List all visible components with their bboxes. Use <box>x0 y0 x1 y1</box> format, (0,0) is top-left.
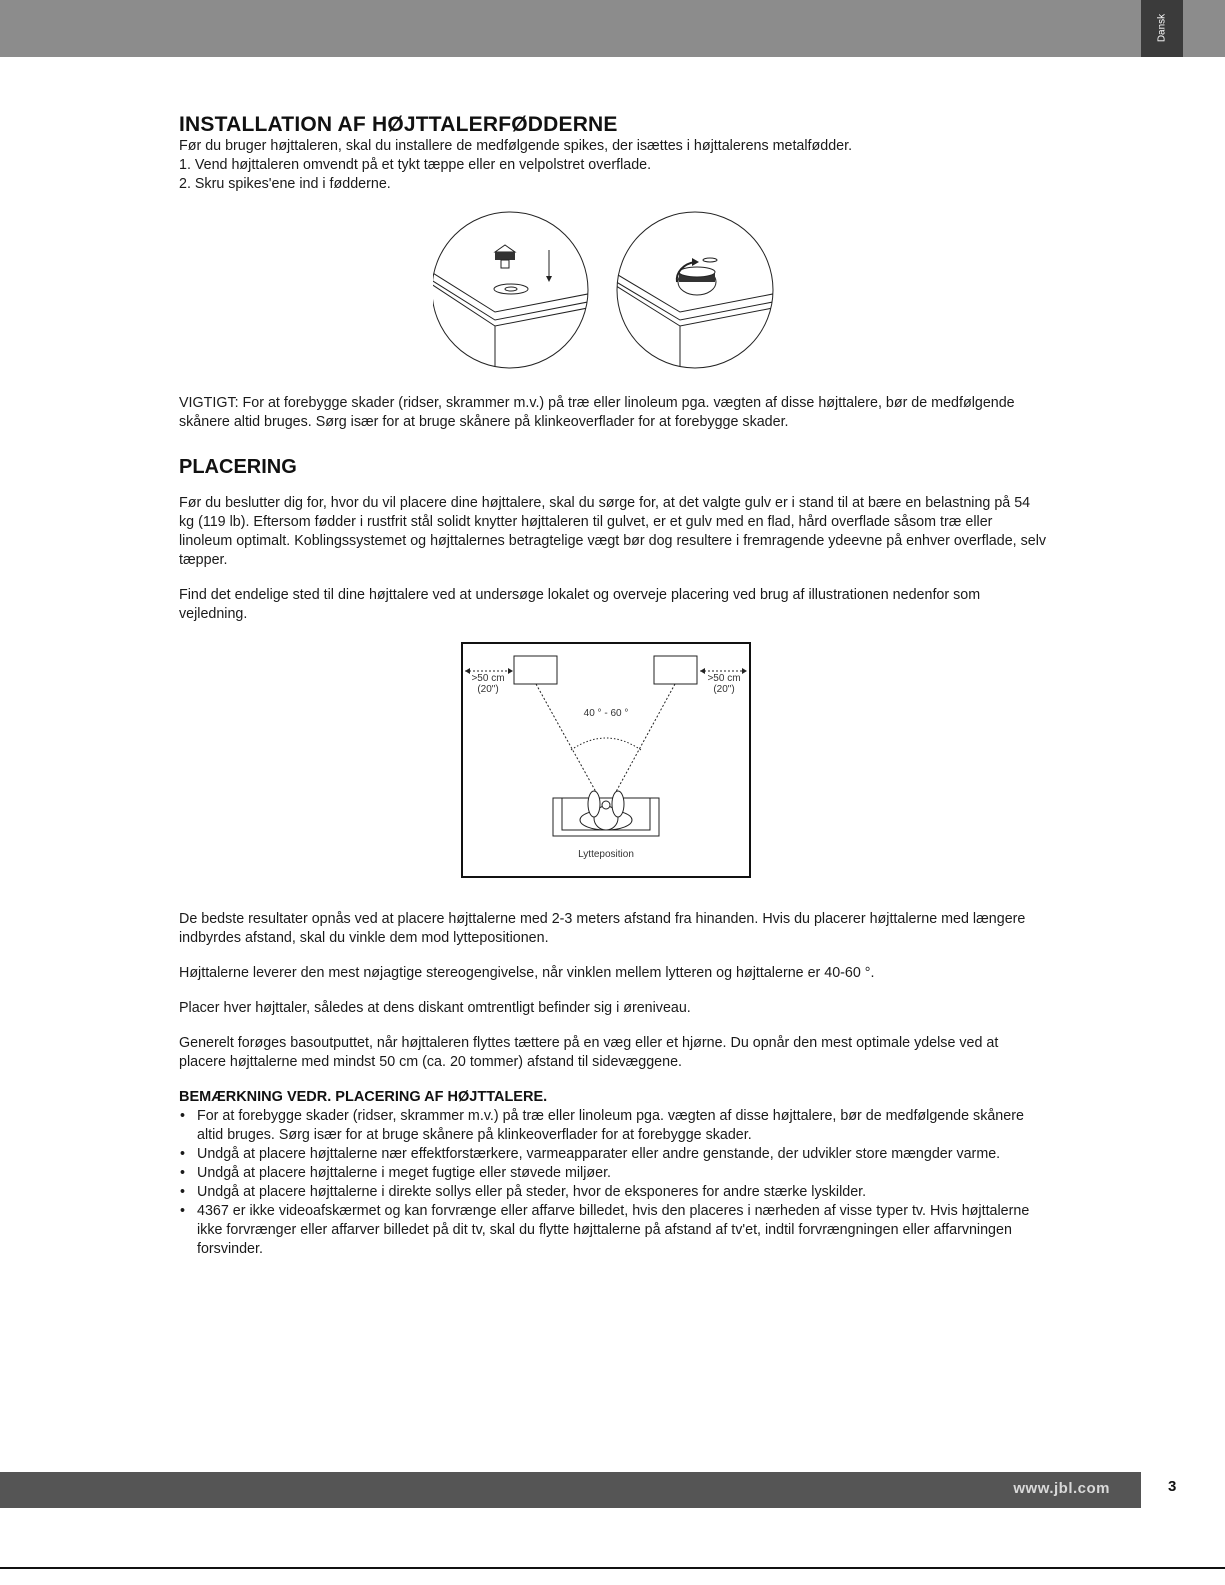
spike-insert-detail <box>433 245 598 372</box>
list-item: • Undgå at placere højttalerne i meget fugtige eller støvede miljøer. <box>179 1164 1049 1183</box>
note-title: BEMÆRKNING VEDR. PLACERING AF HØJTTALERE. <box>179 1089 548 1105</box>
right-distance-inches: (20") <box>713 684 735 695</box>
placement-para-4: Højttalerne leverer den mest nøjagtige stereogengivelse, når vinklen mellem lytteren og højttalerne er 40-60 °. <box>179 965 875 981</box>
list-item: • Undgå at placere højttalerne nær effektforstærkere, varmeapparater eller andre genstande, der udvikler store mængder varme. <box>179 1145 1049 1164</box>
placement-para-2: Find det endelige sted til dine højttalere ved at undersøge lokalet og overveje placering ved brug af illustrationen nedenfor som vejledning. <box>179 587 981 622</box>
placement-diagram <box>461 642 751 878</box>
left-distance-label: >50 cm <box>471 673 505 684</box>
section-title-placement: PLACERING <box>179 456 297 478</box>
left-distance-inches: (20") <box>477 684 499 695</box>
angle-label: 40 ° - 60 ° <box>583 708 629 719</box>
right-speaker <box>654 656 697 684</box>
right-distance-label: >50 cm <box>707 673 741 684</box>
language-label: Dansk <box>1156 13 1168 43</box>
section-title-installation: INSTALLATION AF HØJTTALERFØDDERNE <box>179 113 618 136</box>
list-item: • Undgå at placere højttalerne i direkte sollys eller på steder, hvor de eksponeres for andre stærke lyskilder. <box>179 1183 1049 1202</box>
install-intro: Før du bruger højttaleren, skal du installere de medfølgende spikes, der isættes i højttalerens metalfødder. <box>179 138 853 154</box>
install-step-1: 1. Vend højttaleren omvendt på et tykt tæppe eller en velpolstret overflade. <box>179 157 652 173</box>
website-link[interactable]: www.jbl.com <box>1013 1480 1110 1497</box>
spike-screw-detail <box>613 258 783 372</box>
placement-para-3: De bedste resultater opnås ved at placere højttalerne med 2-3 meters afstand fra hinanden. Hvis du placerer højttalerne med længere indbyrdes afstand, skal du vinkle dem mod lyttepositionen. <box>179 911 1026 946</box>
listening-position-label: Lytteposition <box>578 849 634 860</box>
placement-para-1: Før du beslutter dig for, hvor du vil placere dine højttalere, skal du sørge for, at det valgte gulv er i stand til at bære en belastning på 54 kg (119 lb). Eftersom fødder i rustfrit stål solidt knytter højttaleren til gulvet, er et gulv med en flad, hård overflade såsom træ eller linoleum optimalt. Koblingssystemet og højttalernes betragtelige vægt bør dog resultere i fremragende ydeevne på enhver overflade, selv tæpper. <box>179 495 1047 568</box>
page-number: 3 <box>1168 1478 1177 1495</box>
important-note: VIGTIGT: For at forebygge skader (ridser, skrammer m.v.) på træ eller linoleum pga. vægten af disse højttalere, bør de medfølgende skånere altid bruges. Sørg især for at bruge skånere på klinkeoverflader for at forebygge skader. <box>179 395 1015 430</box>
list-item: • 4367 er ikke videoafskærmet og kan forvrænge eller affarve billedet, hvis den placeres i nærheden af visse typer tv. Hvis højttalerne ikke forvrænger eller affarver billedet på dit tv, skal du flytte højttalerne på afstand af tv'et, indtil forvrængningen eller affarvningen forsvinder. <box>179 1202 1049 1259</box>
footer-band <box>0 1472 1141 1508</box>
left-speaker <box>514 656 557 684</box>
install-step-2: 2. Skru spikes'ene ind i fødderne. <box>179 176 391 192</box>
placement-para-5: Placer hver højttaler, således at dens diskant omtrentligt befinder sig i øreniveau. <box>179 1000 691 1016</box>
bottom-rule <box>0 1567 1225 1569</box>
list-item: • For at forebygge skader (ridser, skrammer m.v.) på træ eller linoleum pga. vægten af disse højttalere, bør de medfølgende skånere altid bruges. Sørg især for at bruge skånere på klinkeoverflader for at forebygge skader. <box>179 1107 1049 1145</box>
header-band <box>0 0 1225 57</box>
note-list <box>179 1107 1049 1259</box>
spike-installation-illustration <box>433 210 783 372</box>
placement-para-6: Generelt forøges basoutputtet, når højttaleren flyttes tættere på en væg eller et hjørne. Du opnår den mest optimale ydelse ved at placere højttalerne med mindst 50 cm (ca. 20 tommer) afstand til sidevæggene. <box>179 1035 999 1070</box>
